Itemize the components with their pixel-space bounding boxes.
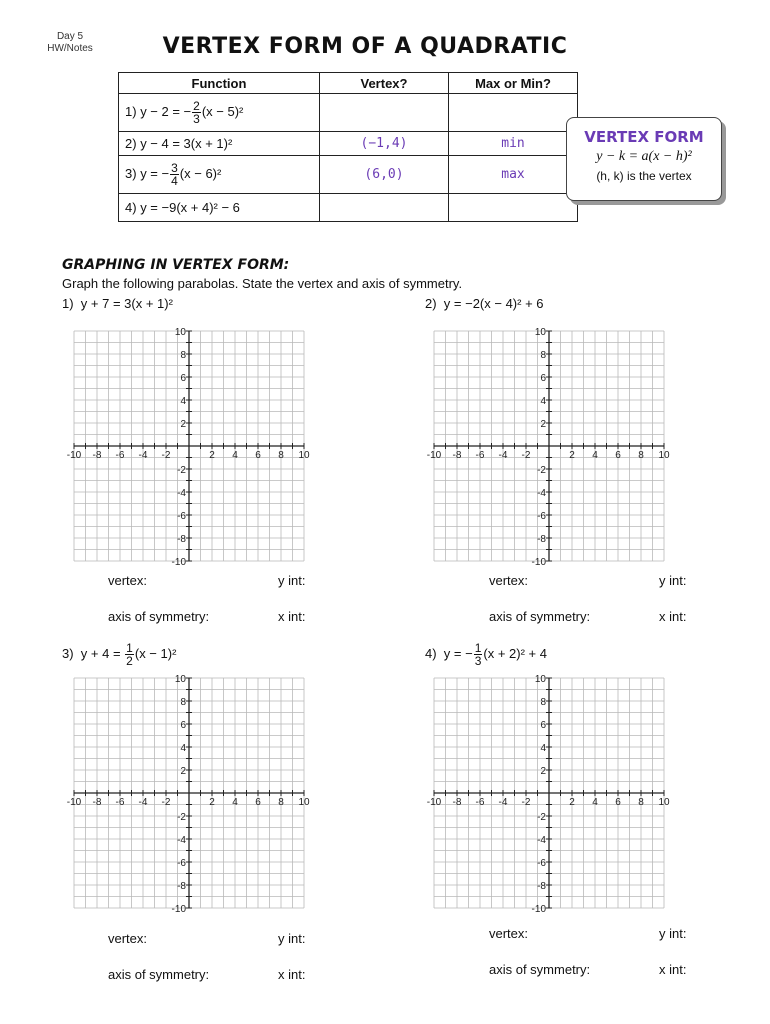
fraction-denominator: 3 [474, 654, 482, 668]
fraction [192, 100, 201, 125]
function-cell [119, 132, 320, 156]
maxmin-cell[interactable] [449, 194, 578, 222]
x-int-label: x int: [278, 967, 306, 982]
coordinate-grid-4[interactable] [424, 672, 674, 912]
fraction-numerator: 3 [171, 161, 178, 175]
equation-part: y + 4 = [80, 645, 121, 661]
y-tick-label: 2 [540, 766, 546, 777]
function-cell [119, 194, 320, 222]
x-tick-label: -10 [66, 797, 82, 808]
x-tick-label: -8 [452, 797, 462, 808]
y-tick-label: -4 [177, 835, 186, 846]
vertex-label: vertex: [108, 573, 148, 588]
x-tick-label: -8 [92, 797, 102, 808]
problem-number: 2) [425, 296, 437, 311]
page-title: VERTEX FORM OF A QUADRATIC [162, 34, 568, 59]
y-tick-label: -6 [537, 858, 546, 869]
y-tick-label: -2 [537, 812, 546, 823]
x-tick-label: 6 [255, 797, 261, 808]
fraction-denominator: 3 [193, 112, 200, 126]
function-text: y = −9(x + 4)² − 6 [140, 200, 240, 215]
maxmin-cell[interactable]: min [449, 132, 578, 156]
instructions: Graph the following parabolas. State the vertex and axis of symmetry. [62, 276, 463, 291]
x-int-label: x int: [659, 609, 687, 624]
y-tick-label: 6 [180, 373, 186, 384]
vertex-form-box [566, 117, 722, 201]
x-tick-label: 4 [232, 797, 238, 808]
y-tick-label: -6 [177, 858, 186, 869]
problem-number: 3) [62, 645, 74, 661]
equation-part: (x − 1)² [134, 645, 177, 661]
row-number: 1) [125, 103, 137, 119]
problem-4-equation [425, 642, 547, 667]
x-tick-label: 10 [658, 450, 670, 461]
y-tick-label: 2 [180, 419, 186, 430]
y-tick-label: 10 [534, 327, 546, 338]
vertex-cell[interactable]: (−1,4) [320, 132, 449, 156]
y-tick-label: 8 [180, 697, 186, 708]
y-tick-label: 10 [174, 327, 186, 338]
x-tick-label: 10 [298, 450, 310, 461]
day-text: Day 5 [56, 31, 84, 42]
y-tick-label: -6 [537, 511, 546, 522]
x-tick-label: -2 [161, 450, 171, 461]
x-tick-label: 2 [569, 797, 575, 808]
table-row [119, 194, 578, 222]
fraction-denominator: 2 [126, 654, 133, 668]
problem-number: 1) [62, 296, 74, 311]
y-tick-label: 4 [540, 396, 546, 407]
function-text: y − 4 = 3(x + 1)² [140, 136, 233, 151]
table-row [119, 132, 578, 156]
y-tick-label: -4 [537, 488, 546, 499]
vertex-form-formula: y − k = a(x − h)² [596, 149, 692, 164]
row-number: 2) [125, 136, 137, 151]
x-tick-label: 2 [209, 450, 215, 461]
hw-notes-text: HW/Notes [47, 43, 93, 54]
x-tick-label: -2 [161, 797, 171, 808]
problem-1-equation [62, 296, 173, 311]
x-int-label: x int: [659, 962, 687, 977]
y-tick-label: 2 [180, 766, 186, 777]
y-tick-label: 6 [540, 373, 546, 384]
fraction [170, 162, 179, 187]
fraction [125, 642, 134, 667]
y-tick-label: -4 [177, 488, 186, 499]
x-tick-label: -6 [115, 797, 125, 808]
coordinate-grid-1[interactable] [64, 325, 314, 565]
fraction-numerator: 1 [474, 641, 482, 655]
x-tick-label: -2 [521, 797, 531, 808]
column-header-vertex: Vertex? [320, 73, 449, 94]
y-tick-label: 2 [540, 419, 546, 430]
equation-part: (x + 2)² + 4 [483, 645, 547, 661]
fraction-numerator: 1 [126, 641, 133, 655]
y-tick-label: -8 [537, 534, 546, 545]
coordinate-grid-2[interactable] [424, 325, 674, 565]
x-tick-label: 4 [592, 797, 598, 808]
function-part: y − 2 = − [140, 103, 192, 119]
axis-of-symmetry-label: axis of symmetry: [108, 609, 210, 624]
problem-number: 4) [425, 645, 437, 661]
table-row [119, 94, 578, 132]
y-int-label: y int: [278, 931, 306, 946]
axis-of-symmetry-label: axis of symmetry: [489, 609, 591, 624]
section-heading: GRAPHING IN VERTEX FORM: [62, 257, 290, 273]
x-tick-label: -6 [475, 450, 485, 461]
y-tick-label: -10 [171, 557, 186, 565]
x-tick-label: 4 [232, 450, 238, 461]
fraction-numerator: 2 [193, 99, 200, 113]
x-tick-label: -4 [498, 450, 508, 461]
y-tick-label: 6 [540, 720, 546, 731]
y-int-label: y int: [278, 573, 306, 588]
function-part: y = − [140, 165, 170, 181]
maxmin-cell[interactable]: max [449, 156, 578, 194]
y-tick-label: 4 [180, 743, 186, 754]
x-tick-label: -2 [521, 450, 531, 461]
column-header-function: Function [119, 73, 320, 94]
x-tick-label: -6 [475, 797, 485, 808]
vertex-form-note: (h, k) is the vertex [596, 169, 692, 183]
x-tick-label: 4 [592, 450, 598, 461]
x-tick-label: 8 [278, 450, 284, 461]
x-tick-label: -4 [498, 797, 508, 808]
problem-equation: y = −2(x − 4)² + 6 [443, 296, 544, 311]
y-tick-label: -8 [177, 534, 186, 545]
vertex-label: vertex: [489, 926, 529, 941]
y-tick-label: -2 [177, 465, 186, 476]
problem-2-equation [425, 296, 544, 311]
y-tick-label: 10 [174, 674, 186, 685]
vertex-cell[interactable]: (6,0) [320, 156, 449, 194]
function-cell [119, 156, 320, 194]
x-tick-label: 6 [615, 797, 621, 808]
x-tick-label: 10 [658, 797, 670, 808]
y-tick-label: 8 [180, 350, 186, 361]
x-tick-label: 6 [615, 450, 621, 461]
x-tick-label: -8 [452, 450, 462, 461]
functions-table [118, 72, 578, 222]
x-tick-label: -6 [115, 450, 125, 461]
y-tick-label: -8 [537, 881, 546, 892]
y-tick-label: -6 [177, 511, 186, 522]
x-tick-label: 2 [209, 797, 215, 808]
table-row [119, 156, 578, 194]
x-tick-label: -10 [66, 450, 82, 461]
y-tick-label: -10 [171, 904, 186, 912]
y-tick-label: 4 [540, 743, 546, 754]
vertex-label: vertex: [489, 573, 529, 588]
x-tick-label: 8 [638, 797, 644, 808]
y-tick-label: -2 [177, 812, 186, 823]
x-tick-label: 2 [569, 450, 575, 461]
y-tick-label: -2 [537, 465, 546, 476]
coordinate-grid-3[interactable] [64, 672, 314, 912]
column-header-maxmin: Max or Min? [449, 73, 578, 94]
equation-part: y = − [443, 645, 473, 661]
problem-equation: y + 7 = 3(x + 1)² [80, 296, 173, 311]
y-tick-label: -10 [531, 904, 546, 912]
y-int-label: y int: [659, 926, 687, 941]
vertex-label: vertex: [108, 931, 148, 946]
x-tick-label: 6 [255, 450, 261, 461]
y-tick-label: -4 [537, 835, 546, 846]
x-tick-label: 8 [638, 450, 644, 461]
y-tick-label: 8 [540, 350, 546, 361]
axis-of-symmetry-label: axis of symmetry: [489, 962, 591, 977]
y-tick-label: 6 [180, 720, 186, 731]
function-part: (x − 6)² [179, 165, 222, 181]
x-tick-label: 8 [278, 797, 284, 808]
vertex-cell[interactable] [320, 94, 449, 132]
fraction-denominator: 4 [171, 174, 178, 188]
y-tick-label: 8 [540, 697, 546, 708]
x-tick-label: -8 [92, 450, 102, 461]
x-int-label: x int: [278, 609, 306, 624]
x-tick-label: 10 [298, 797, 310, 808]
fraction [474, 642, 483, 667]
x-tick-label: -4 [138, 797, 148, 808]
row-number: 4) [125, 200, 137, 215]
x-tick-label: -4 [138, 450, 148, 461]
table-header-row [119, 73, 578, 94]
x-tick-label: -10 [426, 797, 442, 808]
problem-3-equation [62, 642, 176, 667]
y-int-label: y int: [659, 573, 687, 588]
y-tick-label: -10 [531, 557, 546, 565]
vertex-form-heading: VERTEX FORM [584, 128, 704, 146]
row-number: 3) [125, 165, 137, 181]
y-tick-label: 10 [534, 674, 546, 685]
y-tick-label: -8 [177, 881, 186, 892]
function-cell [119, 94, 320, 132]
function-part: (x − 5)² [201, 103, 244, 119]
maxmin-cell[interactable] [449, 94, 578, 132]
x-tick-label: -10 [426, 450, 442, 461]
vertex-cell[interactable] [320, 194, 449, 222]
axis-of-symmetry-label: axis of symmetry: [108, 967, 210, 982]
y-tick-label: 4 [180, 396, 186, 407]
